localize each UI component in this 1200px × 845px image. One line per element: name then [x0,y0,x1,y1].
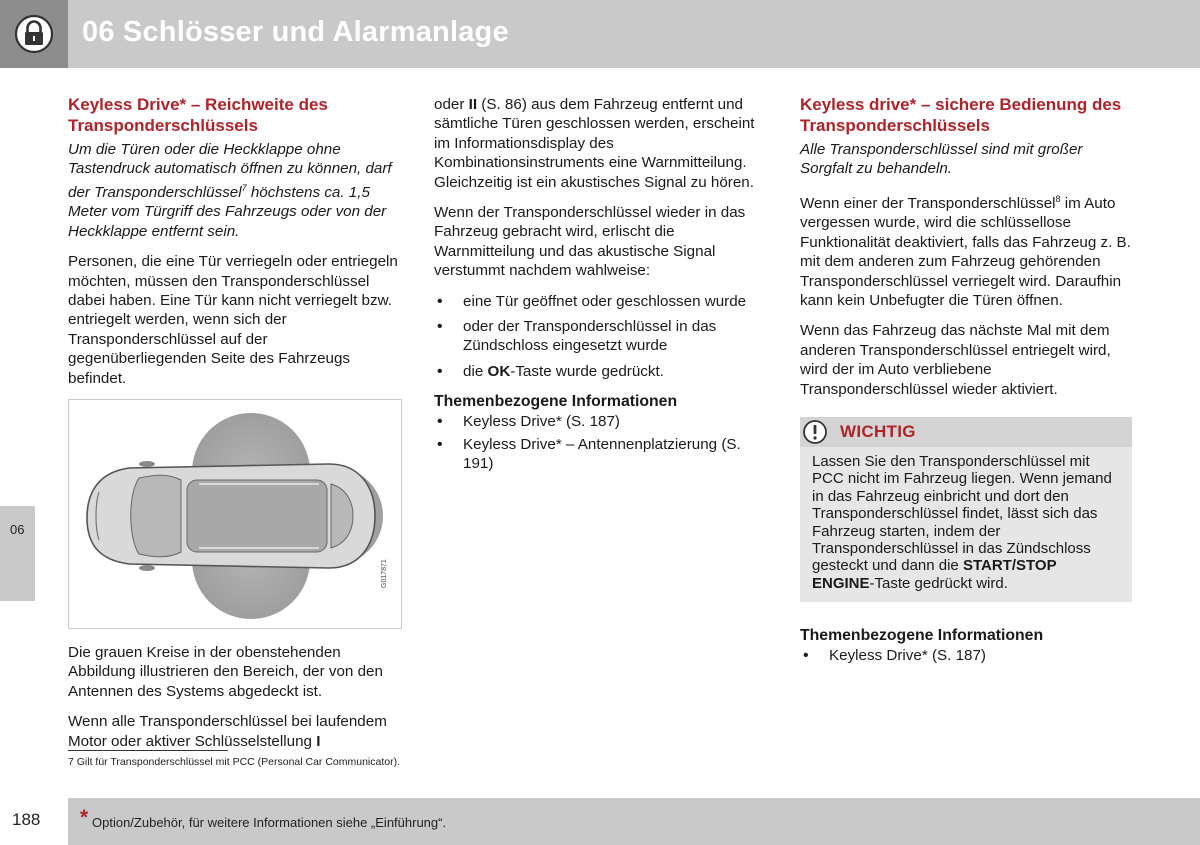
body-paragraph-reactivated: Wenn das Fahrzeug das nächste Mal mit dem anderen Transponderschlüssel entriegelt wird, wird der im Auto verbliebene Transponderschlüssel wieder aktiviert. [800,322,1111,398]
column-1 [68,95,403,762]
section-heading-reichweite: Keyless Drive* – Reichweite des Transponderschlüssels [68,95,328,135]
chapter-side-tab [0,506,35,601]
p1-text-b: im Auto vergessen wurde, wird die schlüssellose Funktionalität deaktiviert, falls das Fahrzeug z. B. mit dem anderen zum Fahrzeug gehörenden Transponderschlüssel verriegelt wird. Daraufhin kann kein Unbefugter die Türen öffnen. [800,194,1131,309]
footnote-7: 7 Gilt für Transponderschlüssel mit PCC (Personal Car Communicator). [68,756,401,768]
chapter-side-tab-label: 06 [10,522,25,537]
footer-note: Option/Zubehör, für weitere Informationen siehe „Einführung“. [92,815,447,830]
footnote-ref-8: 8 [1055,193,1061,204]
column-3 [800,95,1135,677]
warning-title: WICHTIG [840,421,916,441]
related-link[interactable]: • Keyless Drive* (S. 187) [434,412,769,431]
key-position-ii: II [468,96,478,113]
chapter-title: 06 Schlösser und Alarmanlage [82,16,509,48]
page-header [0,0,1200,68]
column-2 [434,95,769,485]
p1-text-b: (S. 86) aus dem Fahrzeug entfernt und sämtliche Türen geschlossen werden, erscheint im Informationsdisplay des Kombinationsinstruments eine Warnmitteilung. Gleichzeitig ist ein akustisches Signal zu hören. [434,96,755,191]
warning-exclamation-icon [802,419,828,445]
warning-text-b: -Taste gedrückt wird. [869,574,1008,592]
start-stop-label: START/STOP ENGINE [812,557,1057,592]
related-info-heading: Themenbezogene Informationen [800,627,1044,645]
car-top-view [87,461,375,571]
warning-text-a: Lassen Sie den Transponderschlüssel mit PCC nicht im Fahrzeug liegen. Wenn jemand in das Fahrzeug einbricht und dort den Transponderschlüssel findet, lässt sich das Fahrzeug starten, indem der Transponderschlüssel in das Zündschloss gesteckt und dann die [812,452,1112,575]
body-paragraph: Personen, die eine Tür verriegeln oder entriegeln möchten, müssen den Transponderschlüssel dabei haben. Eine Tür kann nicht verriegelt bzw. entriegelt werden, wenn sich der Transponderschlüssel auf der gegenüberliegenden Seite des Fahrzeugs befindet. [68,253,398,387]
intro-text-a: Um die Türen oder die Heckklappe ohne Tastendruck automatisch öffnen zu können, darf der Transponderschlüssel [68,141,392,201]
page-number-box [0,798,68,845]
related-info-list [800,646,1135,665]
body-paragraph-circles: Die grauen Kreise in der obenstehenden Abbildung illustrieren den Bereich, der von den Antennen des Systems abgedeckt ist. [68,643,383,700]
ok-text-b: -Taste wurde gedrückt. [510,362,664,380]
related-link[interactable]: • Keyless Drive* (S. 187) [800,646,1135,665]
figure-code: G017871 [381,559,388,588]
related-link[interactable]: • Keyless Drive* – Antennenplatzierung (S. 191) [434,435,769,474]
page-number: 188 [12,810,41,829]
intro-text-b: höchstens ca. 1,5 Meter vom Türgriff des Fahrzeugs oder von der Heckklappe entfernt sein. [68,183,387,240]
body-paragraph-warning [434,95,769,192]
option-star-marker: * [80,806,89,829]
intro-paragraph [68,140,403,241]
ok-text-a: die [463,362,488,380]
p1-text-a: oder [434,96,469,113]
intro-paragraph: Alle Transponderschlüssel sind mit großer Sorgfalt zu behandeln. [800,141,1083,178]
related-info-list [434,412,769,473]
body-paragraph-motor [68,712,403,751]
condition-list [434,292,769,382]
motor-text: Wenn alle Transponderschlüssel bei laufendem Motor oder aktiver Schlüsselstellung [68,713,387,750]
warning-text [800,447,1132,602]
padlock-icon [14,14,54,54]
body-paragraph-forgotten [800,190,1135,311]
list-item: • eine Tür geöffnet oder geschlossen wurde [434,292,769,311]
ok-key-label: OK [487,362,511,380]
warning-header [800,417,1132,447]
list-item: • oder der Transponderschlüssel in das Zündschloss eingesetzt wurde [434,317,769,356]
car-range-illustration [69,400,403,630]
list-item [434,362,769,381]
header-icon-box [0,0,68,68]
warning-box [800,417,1132,602]
car-antenna-range-figure [68,399,402,629]
p1-text-a: Wenn einer der Transponderschlüssel [800,194,1056,212]
section-heading-sichere-bedienung: Keyless drive* – sichere Bedienung des Transponderschlüssels [800,95,1122,135]
key-position-i: I [316,732,321,750]
body-paragraph-return: Wenn der Transponderschlüssel wieder in das Fahrzeug gebracht wird, erlischt die Warnmitteilung und das akustische Signal verstummt nachdem wahlweise: [434,204,746,280]
footnote-divider [68,750,228,751]
footnote-ref-7: 7 [241,182,247,193]
related-info-heading: Themenbezogene Informationen [434,393,678,411]
page-footer [0,798,1200,845]
